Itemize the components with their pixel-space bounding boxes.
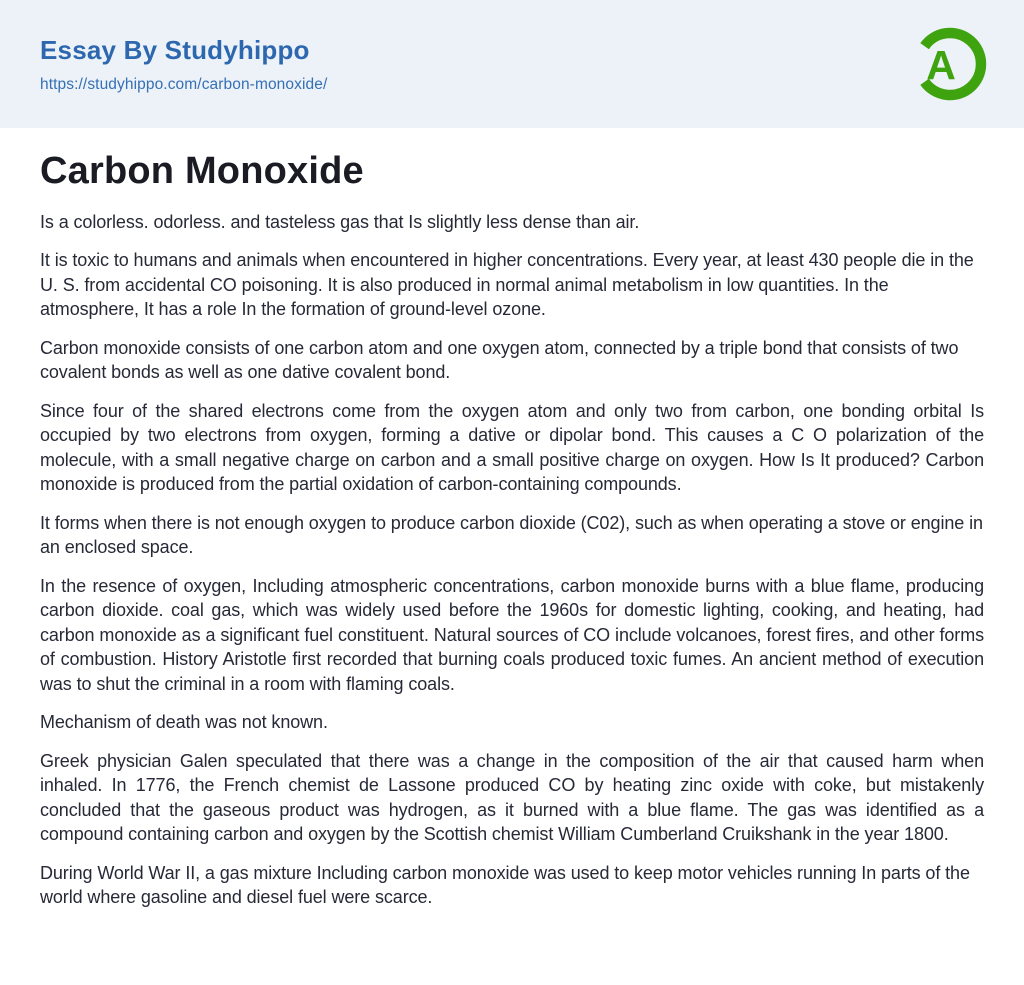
paragraph-5: It forms when there is not enough oxygen to produce carbon dioxide (C02), such as when operating a stove or engine in an enclosed space.: [40, 512, 983, 558]
paragraph-6: In the resence of oxygen, Including atmospheric concentrations, carbon monoxide burns with a blue flame, producing carbon dioxide. coal gas, which was widely used before the 1960s for domestic lighting, cooking, and heating, had carbon monoxide as a significant fuel constituent. Natural sources of CO include volcanoes, forest fires, and other forms of combustion. History Aristotle first recorded that burning coals produced toxic fumes. An ancient method of execution was to shut the criminal in a room with flaming coals.: [40, 575, 984, 694]
paragraph-1: Is a colorless. odorless. and tasteless gas that Is slightly less dense than air.: [40, 211, 640, 232]
page-url-link[interactable]: https://studyhippo.com/carbon-monoxide/: [40, 75, 328, 93]
paragraph-8: Greek physician Galen speculated that there was a change in the composition of the air that caused harm when inhaled. In 1776, the French chemist de Lassone produced CO by heating zinc oxide with coke, but mistakenly concluded that the gaseous product was hydrogen, as it burned with a blue flame. The gas was identified as a compound containing carbon and oxygen by the Scottish chemist William Cumberland Cruikshank in the year 1800.: [40, 750, 984, 845]
page-header: [0, 0, 1024, 128]
article: [0, 128, 1024, 910]
paragraph-3: Carbon monoxide consists of one carbon atom and one oxygen atom, connected by a triple bond that consists of two covalent bonds as well as one dative covalent bond.: [40, 337, 959, 383]
logo-letter: A: [926, 42, 956, 88]
header-text-block: [40, 35, 327, 94]
site-title: Essay By Studyhippo: [40, 34, 310, 65]
paragraph-4: Since four of the shared electrons come from the oxygen atom and only two from carbon, one bonding orbital Is occupied by two electrons from oxygen, forming a dative or dipolar bond. This causes a C O polarization of the molecule, with a small negative charge on carbon and a small positive charge on oxygen. How Is It produced? Carbon monoxide is produced from the partial oxidation of carbon-containing compounds.: [40, 400, 984, 495]
studyhippo-logo-icon[interactable]: [913, 27, 987, 101]
paragraph-9: During World War II, a gas mixture Including carbon monoxide was used to keep motor vehicles running In parts of the world where gasoline and diesel fuel were scarce.: [40, 862, 970, 908]
paragraph-7: Mechanism of death was not known.: [40, 712, 328, 733]
paragraph-2: It is toxic to humans and animals when encountered in higher concentrations. Every year, at least 430 people die in the U. S. from accidental CO poisoning. It is also produced in normal animal metabolism in low quantities. In the atmosphere, It has a role In the formation of ground-level ozone.: [40, 250, 974, 320]
article-title: Carbon Monoxide: [40, 150, 364, 192]
